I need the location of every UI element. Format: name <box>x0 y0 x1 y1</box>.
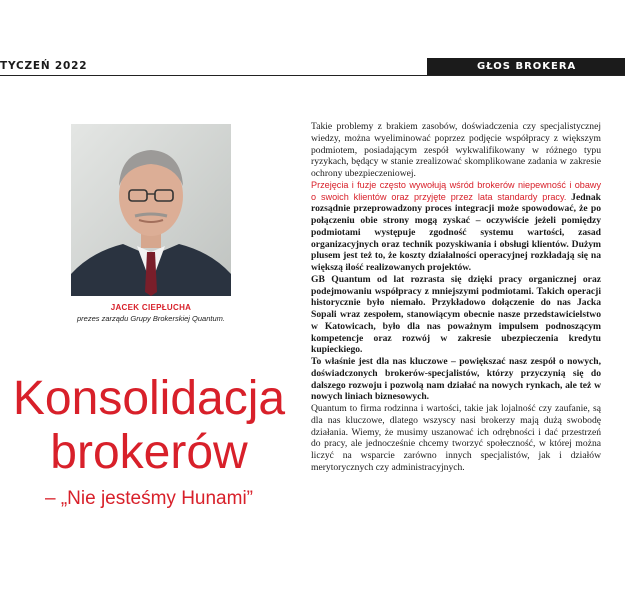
headline-line-1: Konsolidacja <box>12 372 286 425</box>
article-paragraph-2 <box>311 180 601 274</box>
article-paragraph-5: Quantum to firma rodzinna i wartości, takie jak lojalność czy zaufanie, są dla nas kluczowe, dlatego wszyscy nasi brokerzy mają dużą swobodę działania. Wiemy, że musimy uszanować ich odrębności i dać przestrzeń do pracy, ale jednocześnie chcemy tworzyć społeczność, w której można liczyć na wsparcie zarówno innych specjalistów, jak i działów merytorycznych czy administracyjnych. <box>311 403 601 473</box>
article-paragraph-2-text: Jednak rozsądnie przeprowadzony proces integracji może spowodować, że po połączeniu obie strony mogą zyskać – oczywiście jeżeli pomiędzy podmiotami występuje zgodność systemu wartości, zasad organizacyjnych oraz technik pozyskiwania i obsługi klientów. Dużym plusem jest też to, że koszty działalności operacyjnej rozkładają się na większą ilość realizowanych projektów. <box>311 191 602 273</box>
article-body <box>311 121 601 474</box>
article-paragraph-1: Takie problemy z brakiem zasobów, doświadczenia czy specjalistycznej wiedzy, można wyeliminować poprzez podjęcie współpracy z większym podmiotem, posiadającym zespół wykwalifikowany w różnego typu ryzykach, będący w stanie zrealizować skomplikowane zadania w zakresie ochrony ubezpieczeniowej. <box>311 121 601 179</box>
portrait-photo <box>71 124 231 296</box>
article-paragraph-4: To właśnie jest dla nas kluczowe – powiększać nasz zespół o nowych, doświadczonych brokerów-specjalistów, którzy przyczynią się do dalszego rozwoju i pozwolą nam działać na nowych rynkach, ale też w nowych liniach biznesowych. <box>311 356 601 403</box>
headline <box>0 372 298 480</box>
article-paragraph-3: GB Quantum od lat rozrasta się dzięki pracy organicznej oraz podejmowaniu współpracy z mniejszymi podmiotami. Takich operacji historycznie było niemało. Przykładowo dołączenie do nas Jacka Sopali wraz zespołem, stanowiącym obecnie nasze przedstawicielstwo w Katowicach, było dla nas poważnym impulsem podnoszącym kompetencje oraz rozwój w zakresie ubezpieczenia kredytu kupieckiego. <box>311 273 601 356</box>
highlighted-quote: Przejęcia i fuzje często wywołują wśród brokerów niepewność i obawy o swoich klientów oraz przyjęte przez lata standardy pracy. <box>311 179 601 202</box>
headline-line-2: brokerów <box>50 426 248 479</box>
photo-caption-name: JACEK CIEPŁUCHA <box>110 303 192 312</box>
headline-subtitle: – „Nie jesteśmy Hunami” <box>45 488 253 509</box>
section-title: GŁOS BROKERA <box>427 58 625 76</box>
header-divider <box>0 75 625 76</box>
photo-caption-role: prezes zarządu Grupy Brokerskiej Quantum. <box>77 314 225 323</box>
issue-date: TYCZEŃ 2022 <box>0 60 88 72</box>
